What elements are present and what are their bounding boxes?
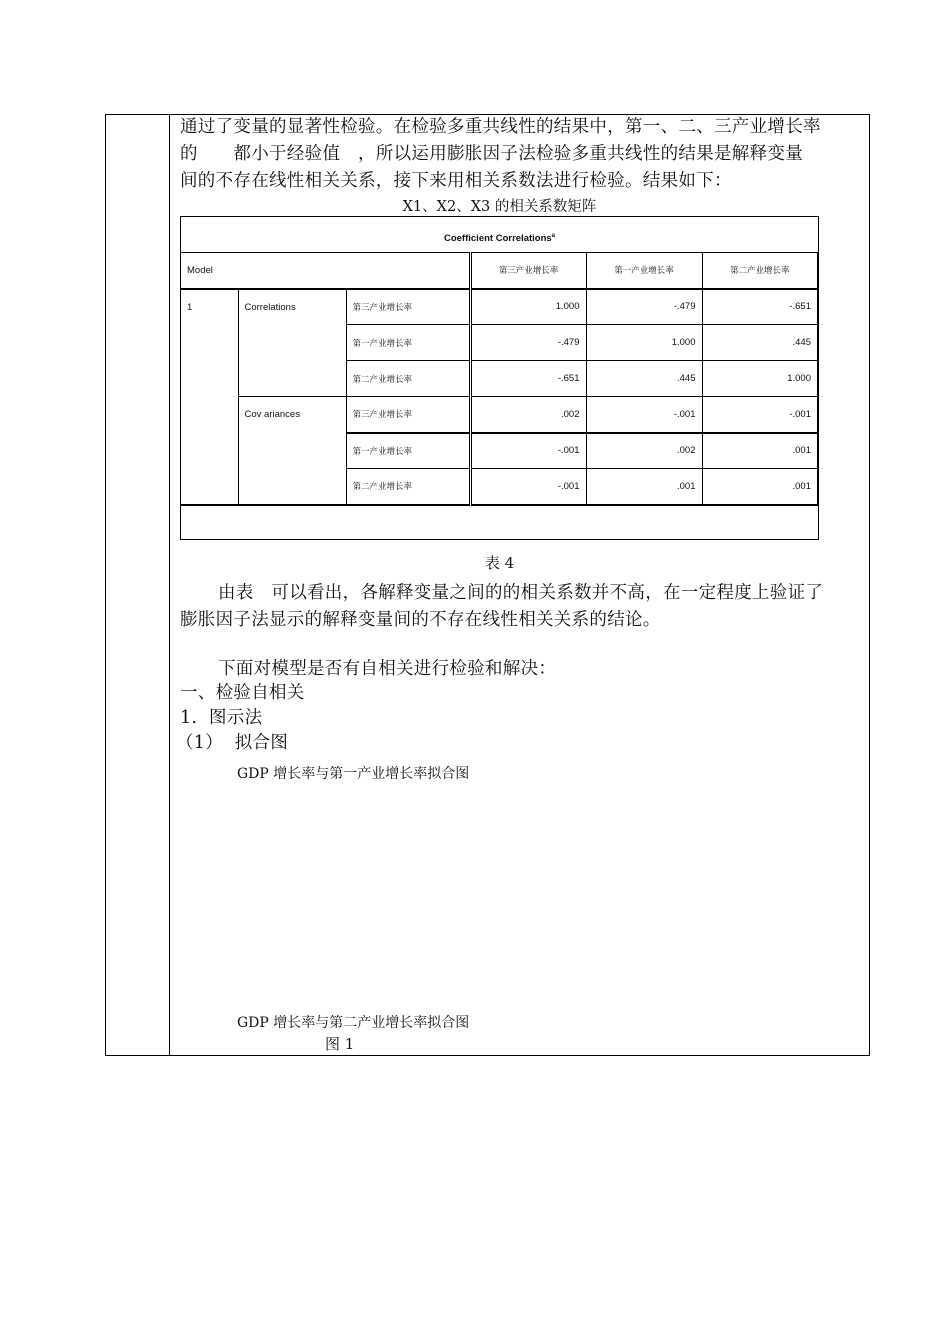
table-header-row xyxy=(181,253,818,289)
cell-value: .002 xyxy=(470,397,586,433)
intro-paragraph xyxy=(180,114,870,195)
cell-value: -.001 xyxy=(470,433,586,469)
cell-value: .001 xyxy=(586,469,702,505)
row-var: 第三产业增长率 xyxy=(346,397,470,433)
col-header-secondary: 第二产业增长率 xyxy=(702,253,818,289)
cell-value: .002 xyxy=(586,433,702,469)
cell-value: -.651 xyxy=(470,361,586,397)
row-var: 第二产业增长率 xyxy=(346,469,470,505)
col-header-primary: 第一产业增长率 xyxy=(586,253,702,289)
intro-line-3: 间的不存在线性相关关系，接下来用相关系数法进行检验。结果如下： xyxy=(180,171,732,191)
figure-label: 图 1 xyxy=(325,1035,355,1053)
cell-value: .001 xyxy=(702,433,818,469)
coefficient-correlations-table xyxy=(181,252,819,506)
cell-value: -.001 xyxy=(470,469,586,505)
method-heading: 1. 图示法 xyxy=(180,708,263,728)
row-var: 第一产业增长率 xyxy=(346,325,470,361)
conclusion-paragraph xyxy=(180,580,870,634)
cell-value: -.001 xyxy=(702,397,818,433)
figure-caption-2: GDP 增长率与第二产业增长率拟合图 xyxy=(237,1015,470,1031)
sub-heading: （1） 拟合图 xyxy=(176,733,289,753)
intro-line-1: 通过了变量的显著性检验。在检验多重共线性的结果中，第一、二、三产业增长率 xyxy=(180,117,821,137)
row-var: 第二产业增长率 xyxy=(346,361,470,397)
cell-value: -.479 xyxy=(586,289,702,325)
model-header: Model xyxy=(181,253,470,289)
table-label: 表 4 xyxy=(484,554,515,572)
cell-value: .445 xyxy=(702,325,818,361)
table-row xyxy=(181,397,818,433)
cell-value: 1.000 xyxy=(470,289,586,325)
cell-value: .445 xyxy=(586,361,702,397)
group-label-correlations: Correlations xyxy=(238,289,346,397)
spss-title-text: Coefficient Correlations xyxy=(443,233,552,245)
figure-placeholder-area xyxy=(237,785,637,1010)
cell-value: -.479 xyxy=(470,325,586,361)
matrix-caption: X1、X2、X3 的相关系数矩阵 xyxy=(402,199,597,215)
spss-title-footnote-mark: a xyxy=(551,233,556,239)
group-label-covariances: Cov ariances xyxy=(238,397,346,505)
cell-value: -.001 xyxy=(586,397,702,433)
table-row xyxy=(181,289,818,325)
model-cell: 1 xyxy=(181,289,238,505)
row-var: 第一产业增长率 xyxy=(346,433,470,469)
figure-caption-1: GDP 增长率与第一产业增长率拟合图 xyxy=(237,766,470,782)
cell-value: 1.000 xyxy=(702,361,818,397)
row-var: 第三产业增长率 xyxy=(346,289,470,325)
conclusion-line-1: 由表 可以看出，各解释变量之间的的相关系数并不高，在一定程度上验证了 xyxy=(218,583,824,603)
cell-value: 1.000 xyxy=(586,325,702,361)
conclusion-line-2: 膨胀因子法显示的解释变量间的不存在线性相关关系的结论。 xyxy=(180,610,661,630)
spss-table-title xyxy=(180,233,819,244)
next-step-line: 下面对模型是否有自相关进行检验和解决： xyxy=(218,659,557,679)
column-divider xyxy=(169,114,170,1056)
section-heading: 一、检验自相关 xyxy=(180,683,305,703)
cell-value: .001 xyxy=(702,469,818,505)
intro-line-2: 的 都小于经验值 ，所以运用膨胀因子法检验多重共线性的结果是解释变量 xyxy=(180,144,803,164)
cell-value: -.651 xyxy=(702,289,818,325)
col-header-tertiary: 第三产业增长率 xyxy=(470,253,586,289)
